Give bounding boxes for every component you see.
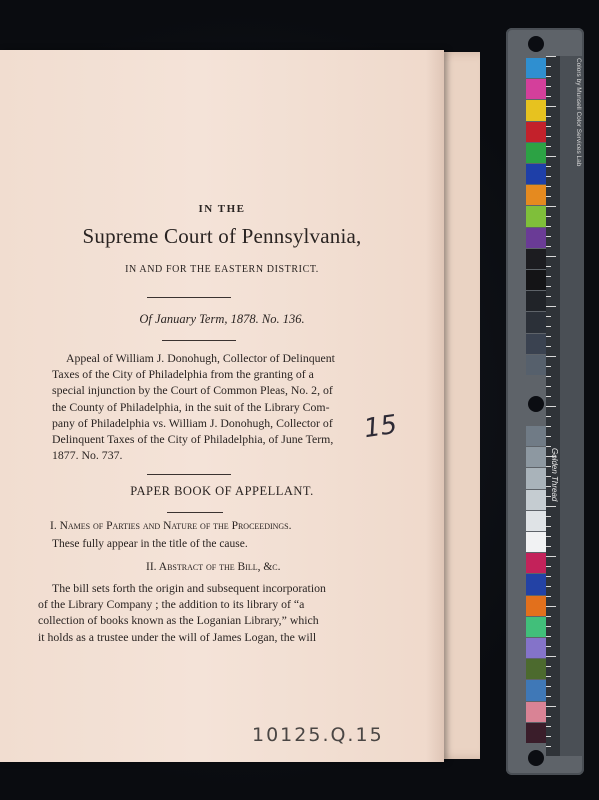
ruler-tick [546,236,551,237]
appeal-paragraph [52,350,340,463]
abstract-line: The bill sets forth the origin and subsequent incorporation [52,581,326,595]
color-swatch [526,617,546,637]
ruler-tick [546,146,551,147]
color-swatch [526,58,546,78]
section-1-title: I. Names of Parties and Nature of the Proceedings. [50,520,292,532]
ruler-tick [546,386,551,387]
color-swatch [526,447,546,467]
appeal-line: Delinquent Taxes of the City of Philadelphia, of June Term, [52,432,334,447]
ruler-tick [546,416,551,417]
ruler-tick [546,316,551,317]
appeal-line: Taxes of the City of Philadelphia from the granting of a [52,367,314,382]
ruler-tick [546,136,551,137]
ruler-tick [546,306,556,307]
appeal-line: the County of Philadelphia, in the suit of the Library Com- [52,399,330,414]
ruler-tick [546,646,551,647]
ruler-tick [546,586,551,587]
abstract-paragraph [38,580,338,645]
color-swatch [526,355,546,375]
ruler-tick [546,566,551,567]
color-swatch [526,490,546,510]
ruler-tick [546,656,556,657]
ruler-tick [546,596,551,597]
ruler-tick [546,406,556,407]
color-swatch [526,680,546,700]
ruler-tick [546,396,551,397]
color-swatch [526,100,546,120]
color-swatch [526,291,546,311]
appeal-line: pany of Philadelphia vs. William J. Donohugh, Collector of [52,415,333,430]
ruler-tick [546,336,551,337]
ruler-tick [546,666,551,667]
color-swatch [526,426,546,446]
ruler-tick [546,376,551,377]
ruler-tick [546,686,551,687]
color-swatch [526,270,546,290]
target-hole-middle [528,396,544,412]
ruler-tick [546,216,551,217]
ruler-tick [546,56,556,57]
section-2-title: II. Abstract of the Bill, &c. [146,561,281,573]
color-swatch [526,638,546,658]
ruler-tick [546,576,551,577]
ruler-tick [546,286,551,287]
paper-book-heading: PAPER BOOK OF APPELLANT. [130,484,314,498]
color-swatch [526,143,546,163]
color-swatch [526,79,546,99]
ruler-tick [546,366,551,367]
ruler-tick [546,546,551,547]
target-label: Colors by Munsell Color Services Lab [575,58,582,167]
term-line: Of January Term, 1878. No. 136. [139,312,305,326]
ruler-tick [546,736,551,737]
ruler-tick [546,446,551,447]
handwritten-number: 15 [362,409,400,445]
color-swatch [526,723,546,743]
ruler-tick [546,356,556,357]
ruler-tick [546,436,551,437]
ruler-tick [546,726,551,727]
header-in-the: IN THE [198,203,246,215]
color-swatch [526,249,546,269]
ruler-tick [546,266,551,267]
color-swatch [526,553,546,573]
color-swatch [526,228,546,248]
ruler-tick [546,506,556,507]
color-calibration-target [506,28,584,775]
ruler-tick [546,256,556,257]
ruler-tick [546,206,556,207]
divider-4 [167,512,223,513]
ruler-tick [546,516,551,517]
color-swatch [526,164,546,184]
color-swatch [526,206,546,226]
ruler-tick [546,616,551,617]
document-page [0,50,444,762]
district-subtitle: IN AND FOR THE EASTERN DISTRICT. [125,264,319,275]
color-swatch [526,468,546,488]
ruler-tick [546,626,551,627]
target-hole-top [528,36,544,52]
ruler-tick [546,606,556,607]
court-title: Supreme Court of Pennsylvania, [82,224,362,248]
section-1-body: These fully appear in the title of the cause. [52,538,248,550]
ruler-tick [546,106,556,107]
ruler-tick [546,526,551,527]
ruler-tick [546,716,551,717]
ruler-tick [546,116,551,117]
ruler-tick [546,76,551,77]
divider-2 [162,340,236,341]
ruler-tick [546,166,551,167]
ruler-tick [546,226,551,227]
shelf-mark: 10125.Q.15 [252,724,384,746]
color-swatch [526,532,546,552]
ruler-tick [546,196,551,197]
target-brand: Golden Thread [550,448,559,502]
ruler-tick [546,706,556,707]
abstract-line: it holds as a trustee under the will of James Logan, the will [38,629,317,644]
ruler-tick [546,176,551,177]
abstract-line: of the Library Company ; the addition to its library of “a [38,597,305,612]
divider-1 [147,297,231,298]
ruler-tick [546,426,551,427]
ruler-tick [546,346,551,347]
color-swatch [526,334,546,354]
ruler-tick [546,276,551,277]
ruler-tick [546,636,551,637]
appeal-line: 1877. No. 737. [52,448,123,463]
divider-3 [147,474,231,475]
ruler-tick [546,96,551,97]
appeal-line: Appeal of William J. Donohugh, Collector of Delinquent [66,351,335,365]
color-swatch [526,659,546,679]
ruler-tick [546,536,551,537]
color-swatch [526,596,546,616]
ruler-scale [546,56,560,756]
color-swatch [526,574,546,594]
ruler-tick [546,296,551,297]
ruler-tick [546,556,556,557]
color-swatch [526,511,546,531]
ruler-tick [546,86,551,87]
color-swatch [526,702,546,722]
abstract-line: collection of books known as the Loganian Library,” which [38,613,319,628]
ruler-tick [546,326,551,327]
ruler-tick [546,676,551,677]
color-swatch [526,312,546,332]
ruler-tick [546,126,551,127]
ruler-tick [546,696,551,697]
ruler-tick [546,156,556,157]
target-hole-bottom [528,750,544,766]
ruler-tick [546,246,551,247]
color-swatch [526,185,546,205]
ruler-tick [546,746,551,747]
ruler-tick [546,186,551,187]
color-swatch [526,122,546,142]
ruler-tick [546,66,551,67]
appeal-line: special injunction by the Court of Common Pleas, No. 2, of [52,383,333,398]
